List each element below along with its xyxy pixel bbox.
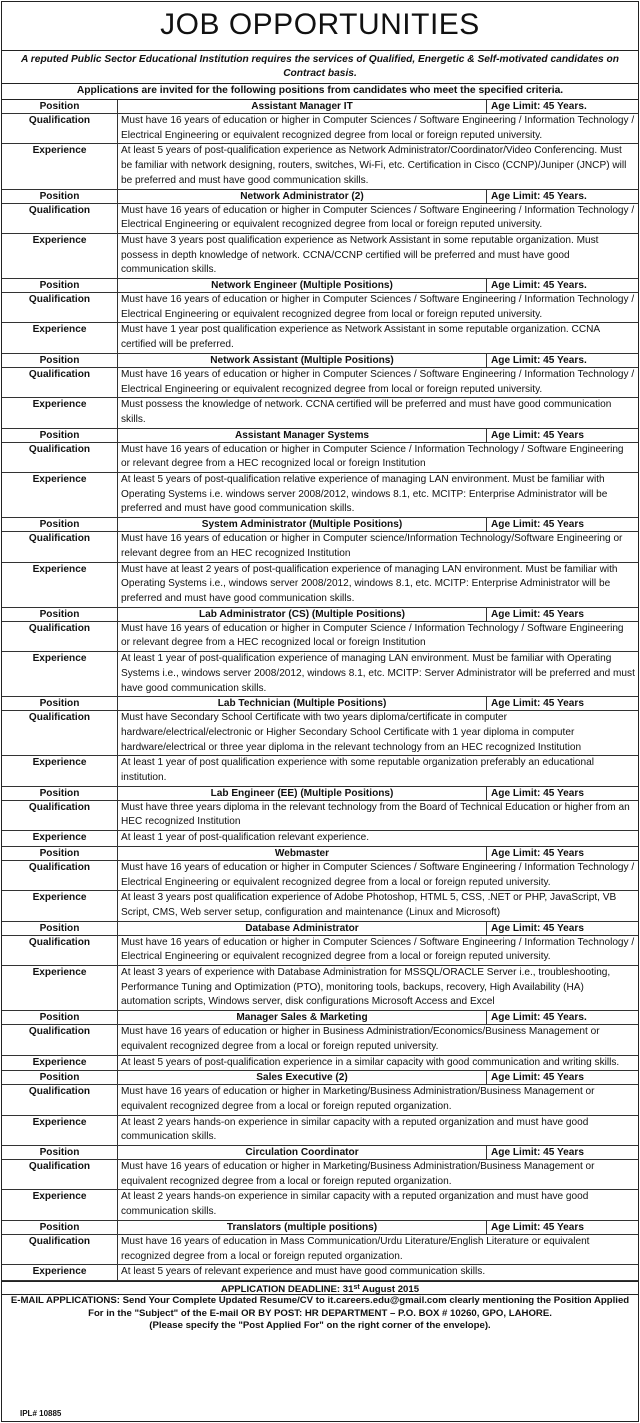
- position-title: Database Administrator: [118, 921, 487, 935]
- experience-row: [2, 1190, 638, 1220]
- qualification-text: Must have 16 years of education or higher in Marketing/Business Administration/Business Management or equivalent recognized degree from a local or foreign reputed organization.: [118, 1160, 639, 1190]
- experience-text: Must have at least 2 years of post-qualification experience of managing LAN environment. Must be familiar with Operating Systems i.e., windows server 2008/2012, windows 8.1, etc. MCITP: Enterprise Administrator will be preferred and must have good communication skills.: [118, 562, 639, 607]
- age-limit: Age Limit: 45 Years.: [487, 100, 639, 114]
- position-label: Position: [2, 1220, 118, 1234]
- qualification-text: Must have 16 years of education or higher in Computer Sciences / Software Engineering / Information Technology / Electrical Engineering or equivalent recognized degree from local or foreign reputed university.: [118, 293, 639, 323]
- age-limit: Age Limit: 45 Years: [487, 786, 639, 800]
- experience-label: Experience: [2, 966, 118, 1011]
- position-title: Network Assistant (Multiple Positions): [118, 353, 487, 367]
- position-title: Translators (multiple positions): [118, 1220, 487, 1234]
- experience-row: [2, 233, 638, 278]
- qualification-text: Must have Secondary School Certificate with two years diploma/certificate in computer hardware/electrical/electronic or Higher Secondary School Certificate with 1 year diploma in computer hardware/electrical or three year diploma in the relevant technology from an HEC recognized Institution: [118, 711, 639, 756]
- experience-text: At least 5 years of post-qualification experience as Network Administrator/Coordinator/Video Conferencing. Must be familiar with network designing, routers, switches, Wi-Fi, etc. Certification in Cisco (CCNP)/Juniper (JNCP) will be preferred and must have good communication skills.: [118, 144, 639, 189]
- position-row: [2, 1220, 638, 1234]
- experience-label: Experience: [2, 323, 118, 353]
- position-row: [2, 607, 638, 621]
- qualification-text: Must have 16 years of education or higher in Business Administration/Economics/Business Management or equivalent recognized degree from a local or foreign reputed university.: [118, 1025, 639, 1055]
- deadline-suffix: st: [353, 1284, 360, 1291]
- qualification-label: Qualification: [2, 621, 118, 651]
- qualification-label: Qualification: [2, 800, 118, 830]
- position-row: [2, 518, 638, 532]
- position-label: Position: [2, 921, 118, 935]
- qualification-row: [2, 621, 638, 651]
- position-row: [2, 846, 638, 860]
- experience-label: Experience: [2, 891, 118, 921]
- experience-text: Must have 3 years post qualification experience as Network Assistant in some reputable organization. Must possess in depth knowledge of network. CCNA/CCNP certified will be preferred and must have good communication skills.: [118, 233, 639, 278]
- experience-text: At least 2 years hands-on experience in similar capacity with a reputed organization and must have good communication skills.: [118, 1115, 639, 1145]
- experience-row: [2, 144, 638, 189]
- position-label: Position: [2, 279, 118, 293]
- qualification-row: [2, 711, 638, 756]
- position-title: Lab Engineer (EE) (Multiple Positions): [118, 786, 487, 800]
- position-label: Position: [2, 1011, 118, 1025]
- experience-row: [2, 831, 638, 847]
- position-title: Circulation Coordinator: [118, 1146, 487, 1160]
- position-row: [2, 189, 638, 203]
- age-limit: Age Limit: 45 Years: [487, 1071, 639, 1085]
- experience-text: At least 5 years of post-qualification experience in a similar capacity with good communication and writing skills.: [118, 1055, 639, 1071]
- experience-label: Experience: [2, 562, 118, 607]
- qualification-row: [2, 860, 638, 890]
- qualification-row: [2, 800, 638, 830]
- qualification-row: [2, 935, 638, 965]
- position-row: [2, 786, 638, 800]
- position-label: Position: [2, 1071, 118, 1085]
- position-label: Position: [2, 1146, 118, 1160]
- qualification-label: Qualification: [2, 293, 118, 323]
- age-limit: Age Limit: 45 Years: [487, 518, 639, 532]
- experience-text: At least 5 years of relevant experience and must have good communication skills.: [118, 1265, 639, 1281]
- application-deadline: [2, 1282, 638, 1295]
- deadline-label: APPLICATION DEADLINE: 31: [220, 1284, 354, 1295]
- position-label: Position: [2, 846, 118, 860]
- experience-label: Experience: [2, 1055, 118, 1071]
- position-label: Position: [2, 697, 118, 711]
- position-title: Manager Sales & Marketing: [118, 1011, 487, 1025]
- position-row: [2, 697, 638, 711]
- position-row: [2, 1146, 638, 1160]
- qualification-label: Qualification: [2, 442, 118, 472]
- age-limit: Age Limit: 45 Years: [487, 1220, 639, 1234]
- experience-label: Experience: [2, 233, 118, 278]
- intro-text: A reputed Public Sector Educational Institution requires the services of Qualified, Energetic & Self-motivated candidates on Contract basis.: [2, 51, 638, 84]
- experience-label: Experience: [2, 473, 118, 518]
- experience-row: [2, 891, 638, 921]
- age-limit: Age Limit: 45 Years: [487, 428, 639, 442]
- position-row: [2, 1011, 638, 1025]
- qualification-row: [2, 1160, 638, 1190]
- age-limit: Age Limit: 45 Years: [487, 697, 639, 711]
- qualification-label: Qualification: [2, 114, 118, 144]
- ipl-number: IPL# 10885: [20, 1409, 62, 1418]
- experience-row: [2, 1115, 638, 1145]
- page-title: JOB OPPORTUNITIES: [2, 2, 638, 51]
- position-title: Network Administrator (2): [118, 189, 487, 203]
- experience-row: [2, 323, 638, 353]
- qualification-label: Qualification: [2, 367, 118, 397]
- qualification-row: [2, 1085, 638, 1115]
- position-label: Position: [2, 786, 118, 800]
- experience-text: At least 1 year of post-qualification experience of managing LAN environment. Must be familiar with Operating Systems i.e., windows server 2008/2012, windows 8.1, etc. MCITP: Server Administrator will be preferred and must have good communication skills.: [118, 652, 639, 697]
- position-label: Position: [2, 100, 118, 114]
- experience-text: At least 2 years hands-on experience in similar capacity with a reputed organization and must have good communication skills.: [118, 1190, 639, 1220]
- qualification-text: Must have 16 years of education or higher in Computer Science / Information Technology / Software Engineering or relevant degree from a HEC recognized local or foreign Institution: [118, 621, 639, 651]
- age-limit: Age Limit: 45 Years: [487, 921, 639, 935]
- experience-text: At least 1 year of post qualification experience with some reputable organization preferably an educational institution.: [118, 756, 639, 786]
- age-limit: Age Limit: 45 Years.: [487, 279, 639, 293]
- experience-text: Must have 1 year post qualification experience as Network Assistant in some reputable organization. CCNA certified will be preferred.: [118, 323, 639, 353]
- application-footer: [2, 1281, 638, 1333]
- experience-label: Experience: [2, 1265, 118, 1281]
- age-limit: Age Limit: 45 Years: [487, 1146, 639, 1160]
- position-title: System Administrator (Multiple Positions): [118, 518, 487, 532]
- qualification-row: [2, 1025, 638, 1055]
- job-advertisement: [1, 1, 639, 1422]
- experience-row: [2, 473, 638, 518]
- position-label: Position: [2, 607, 118, 621]
- email-instructions: E-MAIL APPLICATIONS: Send Your Complete Updated Resume/CV to it.careers.edu@gmail.com clearly mentioning the Position Applied For in the "Subject" of the E-mail OR BY POST: HR DEPARTMENT – P.O. BOX # 10260, GPO, LAHORE.: [10, 1295, 630, 1319]
- experience-row: [2, 756, 638, 786]
- position-row: [2, 921, 638, 935]
- qualification-text: Must have 16 years of education or higher in Computer Sciences / Software Engineering / Information Technology / Electrical Engineering or equivalent recognized degree from local or foreign reputed university.: [118, 367, 639, 397]
- experience-label: Experience: [2, 398, 118, 428]
- invitation-text: Applications are invited for the following positions from candidates who meet the specified criteria.: [2, 84, 638, 100]
- experience-label: Experience: [2, 144, 118, 189]
- qualification-label: Qualification: [2, 935, 118, 965]
- qualification-row: [2, 293, 638, 323]
- deadline-date: August 2015: [359, 1284, 420, 1295]
- position-label: Position: [2, 428, 118, 442]
- experience-row: [2, 562, 638, 607]
- qualification-text: Must have 16 years of education or higher in Computer Science / Information Technology / Software Engineering or relevant degree from a HEC recognized local or foreign Institution: [118, 442, 639, 472]
- qualification-row: [2, 532, 638, 562]
- experience-label: Experience: [2, 756, 118, 786]
- experience-row: [2, 966, 638, 1011]
- experience-row: [2, 1265, 638, 1281]
- position-row: [2, 353, 638, 367]
- qualification-label: Qualification: [2, 1085, 118, 1115]
- qualification-label: Qualification: [2, 1234, 118, 1264]
- qualification-row: [2, 114, 638, 144]
- experience-text: Must possess the knowledge of network. CCNA certified will be preferred and must have good communication skills.: [118, 398, 639, 428]
- envelope-note: (Please specify the "Post Applied For" on the right corner of the envelope).: [149, 1320, 491, 1332]
- qualification-row: [2, 367, 638, 397]
- qualification-row: [2, 442, 638, 472]
- age-limit: Age Limit: 45 Years.: [487, 353, 639, 367]
- experience-text: At least 3 years post qualification experience of Adobe Photoshop, HTML 5, CSS, .NET or PHP, JavaScript, VB Script, CMS, Web server setup, configuration and maintenance (Linux and Microsoft): [118, 891, 639, 921]
- experience-text: At least 5 years of post-qualification relative experience of managing LAN environment. Must be familiar with Operating Systems i.e. windows server 2008/2012, windows 8.1, etc. MCITP: Enterprise Administrator will be preferred and must have good communication skills.: [118, 473, 639, 518]
- age-limit: Age Limit: 45 Years.: [487, 1011, 639, 1025]
- experience-label: Experience: [2, 652, 118, 697]
- position-title: Network Engineer (Multiple Positions): [118, 279, 487, 293]
- experience-row: [2, 652, 638, 697]
- position-title: Lab Technician (Multiple Positions): [118, 697, 487, 711]
- experience-text: At least 1 year of post-qualification relevant experience.: [118, 831, 639, 847]
- qualification-label: Qualification: [2, 1160, 118, 1190]
- qualification-text: Must have 16 years of education in Mass Communication/Urdu Literature/English Literature or equivalent recognized degree from a local or foreign reputed organization.: [118, 1234, 639, 1264]
- position-label: Position: [2, 189, 118, 203]
- qualification-label: Qualification: [2, 1025, 118, 1055]
- qualification-label: Qualification: [2, 532, 118, 562]
- position-title: Assistant Manager IT: [118, 100, 487, 114]
- positions-table: [2, 100, 638, 1281]
- experience-label: Experience: [2, 1115, 118, 1145]
- qualification-text: Must have three years diploma in the relevant technology from the Board of Technical Education or higher from an HEC recognized Institution: [118, 800, 639, 830]
- qualification-text: Must have 16 years of education or higher in Computer Sciences / Software Engineering / Information Technology / Electrical Engineering or equivalent recognized degree from a local or foreign reputed university.: [118, 935, 639, 965]
- position-row: [2, 100, 638, 114]
- experience-row: [2, 1055, 638, 1071]
- qualification-text: Must have 16 years of education or higher in Computer Sciences / Software Engineering / Information Technology / Electrical Engineering or equivalent recognized degree from a local or foreign reputed university.: [118, 860, 639, 890]
- experience-label: Experience: [2, 831, 118, 847]
- position-row: [2, 1071, 638, 1085]
- position-row: [2, 279, 638, 293]
- qualification-text: Must have 16 years of education or higher in Computer Sciences / Software Engineering / Information Technology / Electrical Engineering or equivalent recognized degree from local or foreign reputed university.: [118, 114, 639, 144]
- qualification-label: Qualification: [2, 203, 118, 233]
- age-limit: Age Limit: 45 Years: [487, 607, 639, 621]
- age-limit: Age Limit: 45 Years: [487, 846, 639, 860]
- position-title: Sales Executive (2): [118, 1071, 487, 1085]
- position-title: Webmaster: [118, 846, 487, 860]
- experience-text: At least 3 years of experience with Database Administration for MSSQL/ORACLE Server i.e., troubleshooting, Performance Tuning and Optimization (PTO), monitoring tools, backups, recovery, High Availability (HA) automation scripts, Windows server, disk configurations Microsoft Access and Excel: [118, 966, 639, 1011]
- qualification-text: Must have 16 years of education or higher in Computer science/Information Technology/Software Engineering or relevant degree from an HEC recognized Institution: [118, 532, 639, 562]
- position-label: Position: [2, 353, 118, 367]
- position-row: [2, 428, 638, 442]
- qualification-text: Must have 16 years of education or higher in Computer Sciences / Software Engineering / Information Technology / Electrical Engineering or equivalent recognized degree from local or foreign reputed university.: [118, 203, 639, 233]
- qualification-label: Qualification: [2, 860, 118, 890]
- experience-row: [2, 398, 638, 428]
- experience-label: Experience: [2, 1190, 118, 1220]
- position-title: Lab Administrator (CS) (Multiple Positions): [118, 607, 487, 621]
- qualification-label: Qualification: [2, 711, 118, 756]
- position-title: Assistant Manager Systems: [118, 428, 487, 442]
- qualification-row: [2, 203, 638, 233]
- qualification-text: Must have 16 years of education or higher in Marketing/Business Administration/Business Management or equivalent recognized degree from a local or foreign reputed organization.: [118, 1085, 639, 1115]
- age-limit: Age Limit: 45 Years.: [487, 189, 639, 203]
- position-label: Position: [2, 518, 118, 532]
- qualification-row: [2, 1234, 638, 1264]
